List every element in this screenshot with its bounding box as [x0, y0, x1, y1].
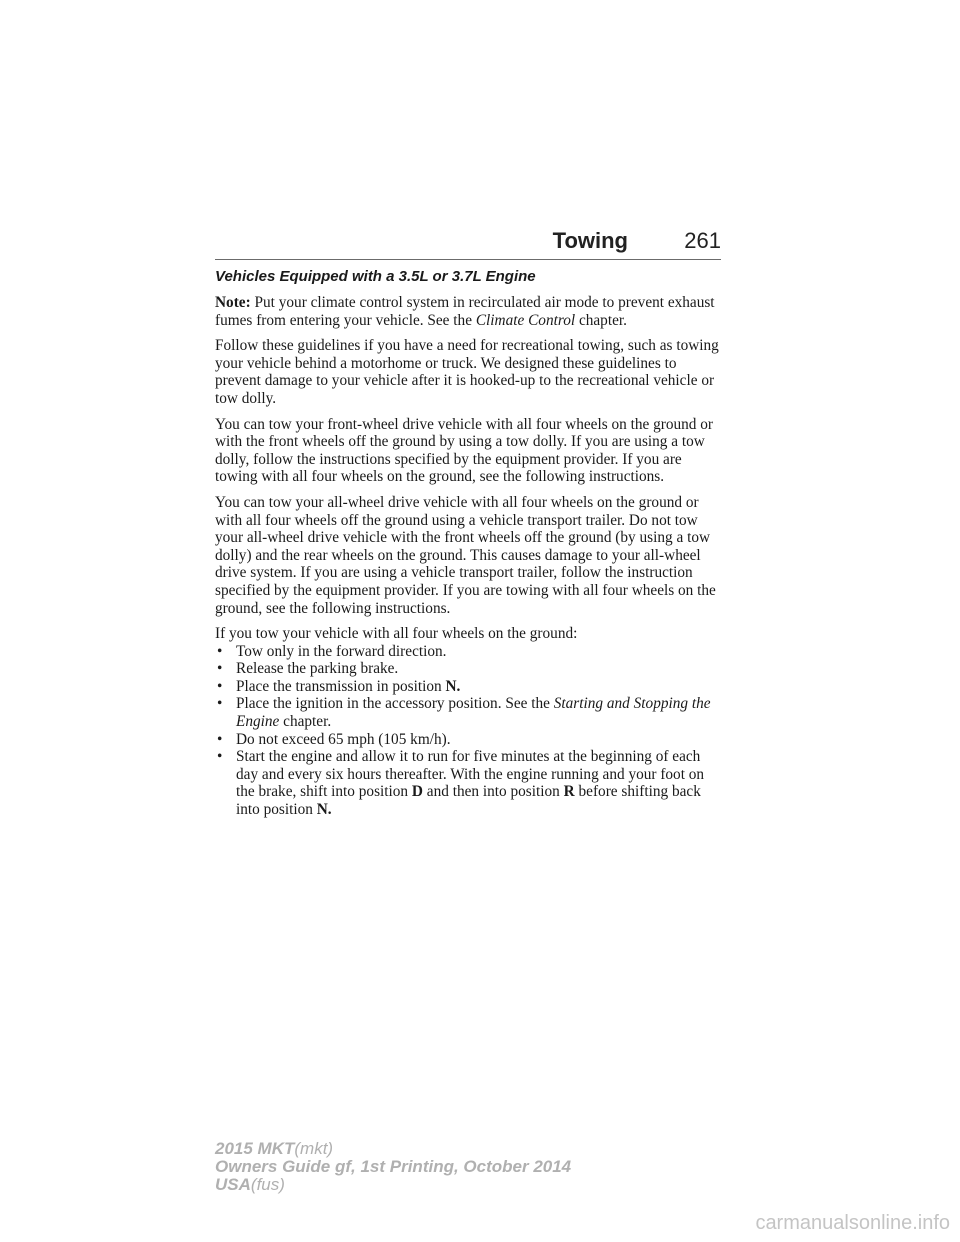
list-item [215, 678, 725, 696]
list-item-text: before shifting back into position [236, 783, 701, 819]
document-footer [215, 1140, 571, 1194]
header-rule [215, 259, 721, 260]
watermark: carmanualsonline.info [755, 1212, 950, 1234]
list-item [215, 643, 725, 661]
gear-position: N. [445, 677, 461, 695]
list-item [215, 695, 725, 730]
note-after: chapter. [578, 311, 627, 329]
bullet-icon: • [217, 642, 223, 660]
page-content [215, 268, 725, 819]
footer-line [215, 1176, 571, 1194]
bullet-icon: • [217, 695, 223, 713]
list-item-text: Place the transmission in position [236, 677, 442, 695]
list-item-text: Tow only in the forward direction. [236, 642, 447, 660]
paragraph: Follow these guidelines if you have a need for recreational towing, such as towing your vehicle behind a motorhome or truck. We designed these guidelines to prevent damage to your vehicle after it is hooked-up to the recreational vehicle or tow dolly. [215, 337, 719, 407]
bullet-icon: • [217, 660, 223, 678]
gear-position: D [411, 783, 423, 801]
list-item-text: Do not exceed 65 mph (105 km/h). [236, 730, 451, 748]
list-item-text: Place the ignition in the accessory position. See the [236, 695, 550, 713]
gear-position: N. [316, 801, 332, 819]
bullet-icon: • [217, 730, 223, 748]
bullet-icon: • [217, 748, 223, 766]
footer-model: 2015 MKT [215, 1139, 295, 1158]
list-item-text: Start the engine and allow it to run for five minutes at the beginning of each day and every six hours thereafter. With the engine running and your foot on the brake, shift into position [236, 748, 705, 801]
footer-market: USA [215, 1175, 251, 1194]
footer-line: Owners Guide gf, 1st Printing, October 2014 [215, 1157, 572, 1176]
section-title: Towing [552, 228, 628, 253]
chapter-reference: Starting and Stopping the Engine [236, 695, 711, 731]
footer-market-code: (fus) [250, 1175, 285, 1194]
paragraph: You can tow your front-wheel drive vehicle with all four wheels on the ground or with the front wheels off the ground by using a tow dolly. If you are using a tow dolly, follow the instructions specified by the equipment provider. If you are towing with all four wheels on the ground, see the following instructions. [215, 415, 714, 486]
towing-instructions-list [215, 643, 725, 819]
list-intro: If you tow your vehicle with all four wheels on the ground: [215, 625, 578, 643]
note-paragraph [215, 294, 725, 329]
list-item [215, 660, 725, 678]
list-item [215, 731, 725, 749]
gear-position: R [563, 783, 575, 801]
page-number: 261 [684, 228, 721, 253]
bullet-icon: • [217, 677, 223, 695]
list-item [215, 748, 725, 818]
chapter-reference: Climate Control [475, 311, 576, 329]
note-label: Note: [215, 294, 251, 311]
list-item-after: chapter. [283, 713, 332, 731]
footer-line [215, 1140, 571, 1158]
paragraph: You can tow your all-wheel drive vehicle with all four wheels on the ground or with all four wheels off the ground using a vehicle transport trailer. Do not tow your all-wheel drive vehicle with the front wheels off the ground (by using a tow dolly) and the rear wheels on the ground. This causes damage to your all-wheel drive system. If you are using a vehicle transport trailer, follow the instruction specified by the equipment provider. If you are towing with all four wheels on the ground, see the following instructions. [215, 493, 716, 617]
footer-model-code: (mkt) [294, 1139, 334, 1158]
list-item-text: and then into position [426, 783, 560, 801]
subsection-heading: Vehicles Equipped with a 3.5L or 3.7L Engine [215, 268, 536, 285]
list-item-text: Release the parking brake. [236, 660, 399, 678]
note-text: Put your climate control system in recirculated air mode to prevent exhaust fumes from entering your vehicle. See the [215, 294, 715, 329]
page-header [215, 228, 721, 262]
